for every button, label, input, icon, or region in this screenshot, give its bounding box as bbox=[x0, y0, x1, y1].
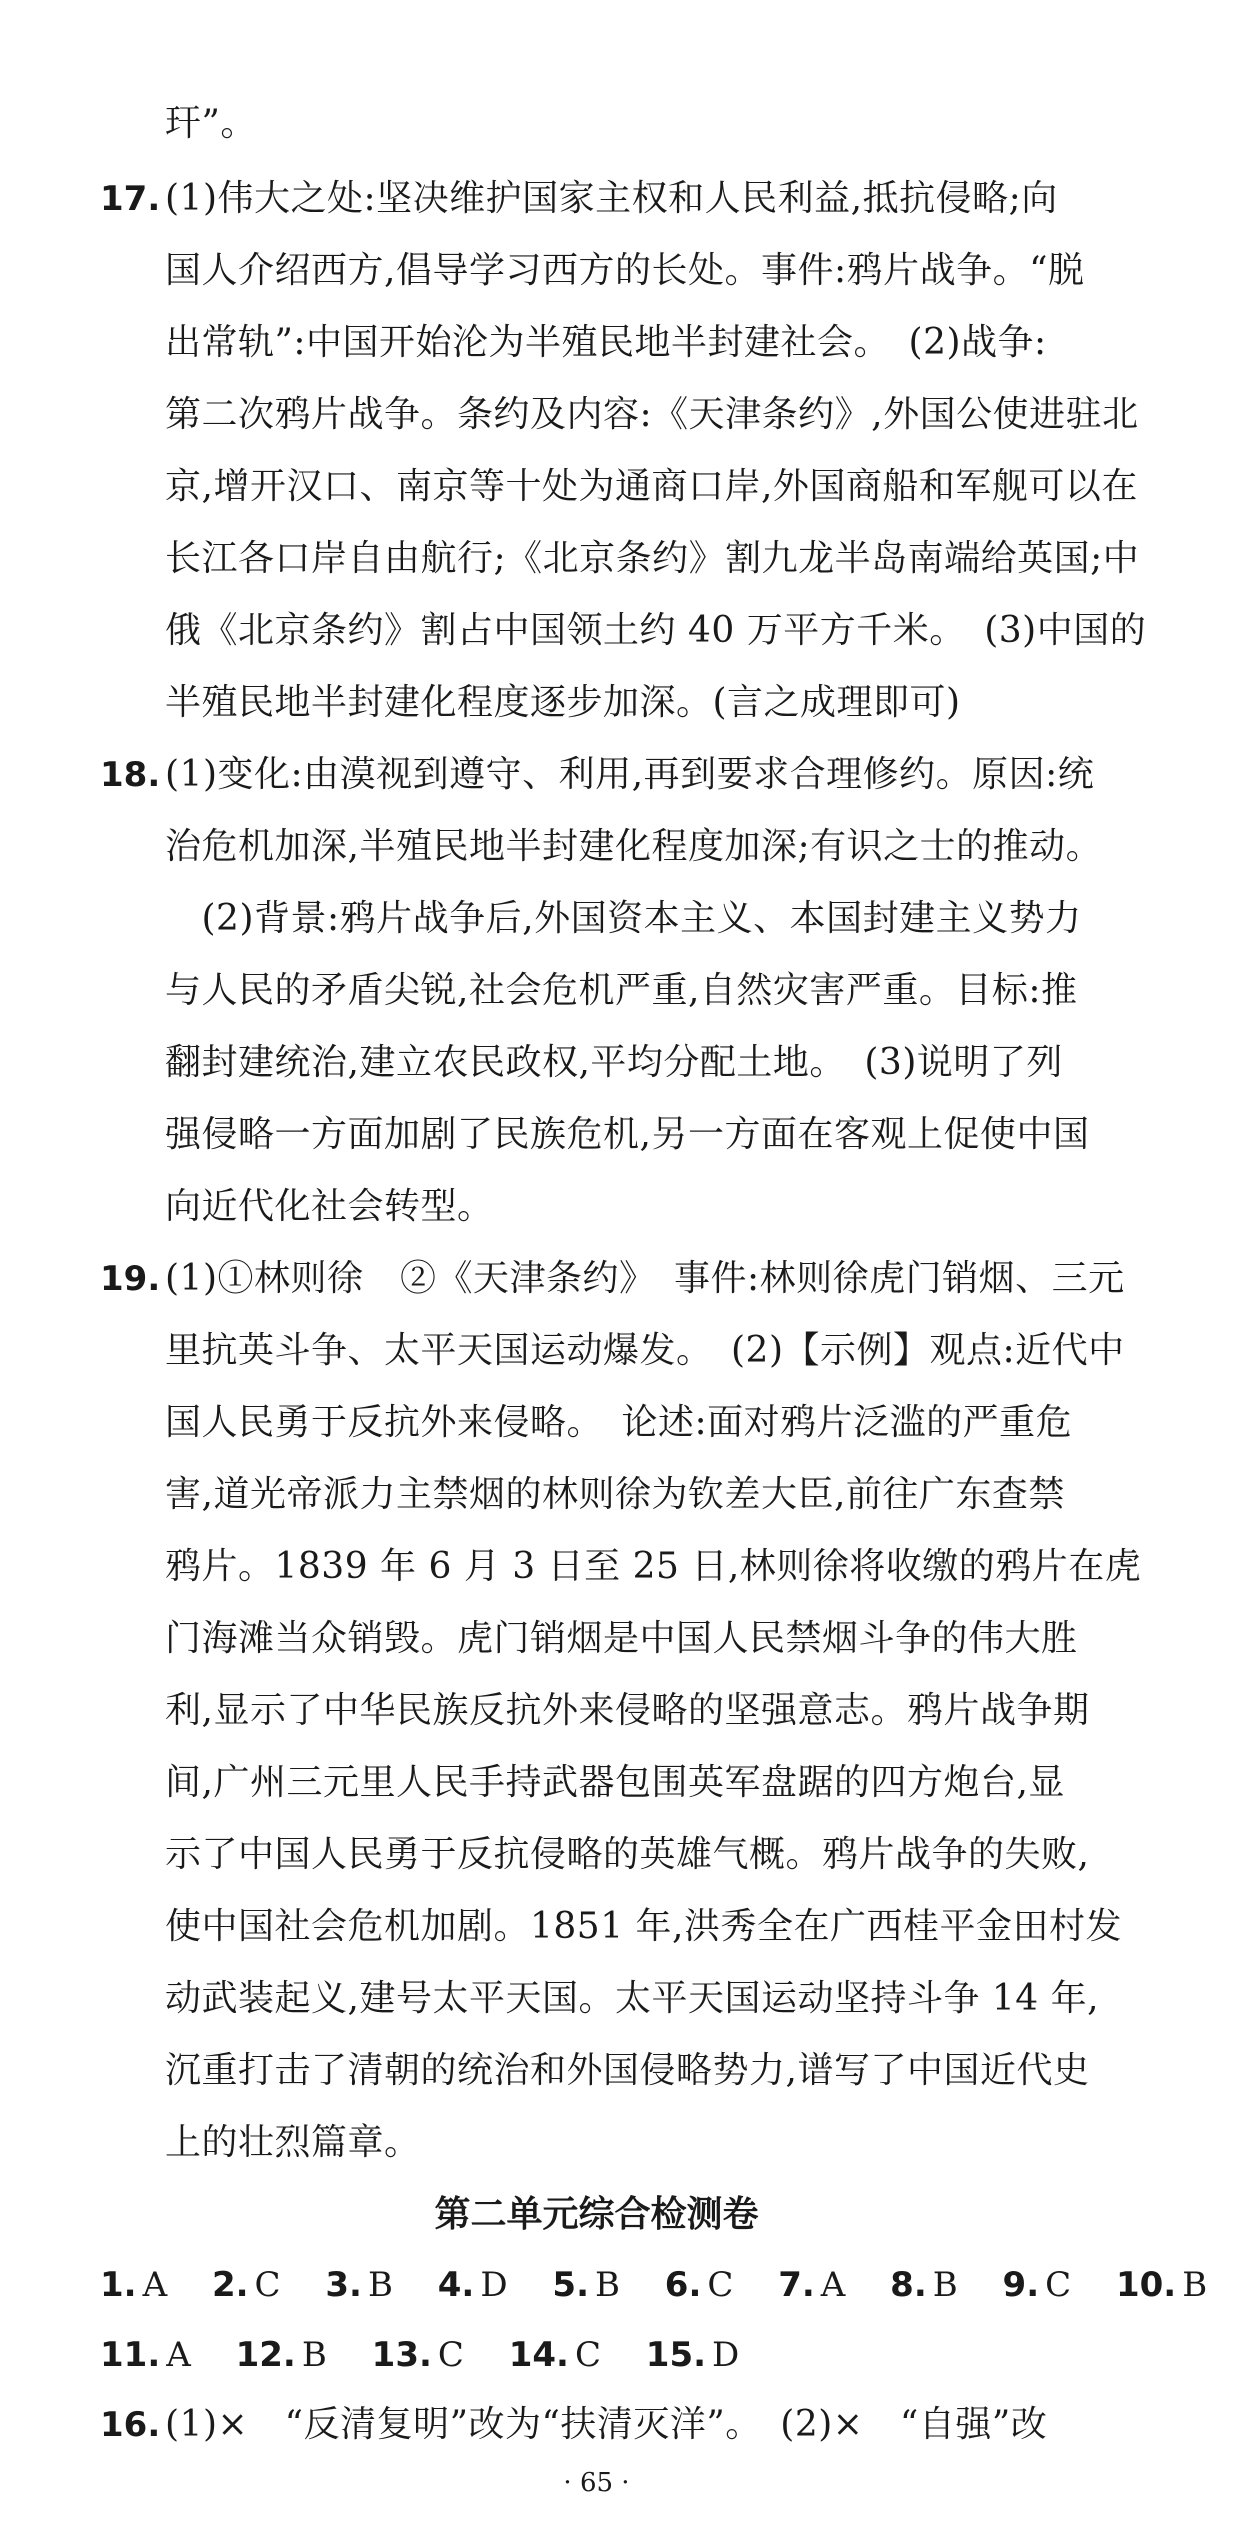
answer-row-2 bbox=[100, 2331, 773, 2379]
q18-line: (2)背景:鸦片战争后,外国资本主义、本国封建主义势力 bbox=[165, 898, 1082, 939]
answer-row-1 bbox=[100, 2261, 1241, 2309]
question-19-number: 19. bbox=[100, 1259, 161, 1299]
answer-number: 3. bbox=[325, 2265, 362, 2305]
answer-letter: A bbox=[820, 2265, 846, 2305]
answer-number: 2. bbox=[211, 2265, 249, 2305]
q19-line: 国人民勇于反抗外来侵略。 论述:面对鸦片泛滥的严重危 bbox=[165, 1402, 1073, 1443]
q19-line: 动武装起义,建号太平天国。太平天国运动坚持斗争 14 年, bbox=[165, 1978, 1100, 2019]
q17-line: 长江各口岸自由航行;《北京条约》割九龙半岛南端给英国;中 bbox=[165, 538, 1140, 579]
answer-letter: C bbox=[254, 2265, 281, 2305]
q19-line: 里抗英斗争、太平天国运动爆发。 (2)【示例】观点:近代中 bbox=[165, 1330, 1125, 1371]
answer-letter: B bbox=[1182, 2265, 1208, 2305]
q19-line: 利,显示了中华民族反抗外来侵略的坚强意志。鸦片战争期 bbox=[165, 1690, 1090, 1731]
answer-letter: C bbox=[437, 2335, 464, 2375]
q18-line: 翻封建统治,建立农民政权,平均分配土地。 (3)说明了列 bbox=[165, 1042, 1063, 1083]
answer-letter: B bbox=[932, 2265, 958, 2305]
answer-number: 13. bbox=[371, 2335, 432, 2375]
answer-number: 14. bbox=[508, 2335, 569, 2375]
page-number: · 65 · bbox=[563, 2468, 630, 2498]
q19-line: 间,广州三元里人民手持武器包围英军盘踞的四方炮台,显 bbox=[165, 1762, 1065, 1803]
q17-line: (1)伟大之处:坚决维护国家主权和人民利益,抵抗侵略;向 bbox=[165, 178, 1058, 219]
answer-number: 15. bbox=[645, 2335, 707, 2375]
answer-number: 6. bbox=[664, 2265, 702, 2305]
q19-line: 鸦片。1839 年 6 月 3 日至 25 日,林则徐将收缴的鸦片在虎 bbox=[165, 1546, 1142, 1587]
answer-letter: A bbox=[142, 2265, 168, 2305]
answer-number: 12. bbox=[235, 2335, 296, 2375]
question-16-number: 16. bbox=[100, 2405, 161, 2445]
q19-line: 示了中国人民勇于反抗侵略的英雄气概。鸦片战争的失败, bbox=[165, 1834, 1090, 1875]
q18-line: 强侵略一方面加剧了民族危机,另一方面在客观上促使中国 bbox=[165, 1114, 1090, 1155]
answer-number: 9. bbox=[1002, 2265, 1040, 2305]
answer-letter: D bbox=[712, 2335, 740, 2375]
q18-line: 向近代化社会转型。 bbox=[165, 1186, 494, 1227]
answer-letter: B bbox=[594, 2265, 620, 2305]
answer-number: 7. bbox=[778, 2265, 815, 2305]
q17-line: 半殖民地半封建化程度逐步加深。(言之成理即可) bbox=[165, 682, 961, 723]
answer-letter: C bbox=[707, 2265, 734, 2305]
q17-line: 出常轨”:中国开始沦为半殖民地半封建社会。 (2)战争: bbox=[165, 322, 1047, 363]
answer-letter: B bbox=[367, 2265, 393, 2305]
answer-letter: A bbox=[166, 2335, 191, 2375]
answer-number: 11. bbox=[100, 2335, 161, 2375]
question-18-number: 18. bbox=[100, 755, 161, 795]
answer-number: 10. bbox=[1115, 2265, 1177, 2305]
q17-line: 俄《北京条约》割占中国领土约 40 万平方千米。 (3)中国的 bbox=[165, 610, 1147, 651]
q19-line: (1)①林则徐 ②《天津条约》 事件:林则徐虎门销烟、三元 bbox=[165, 1258, 1125, 1299]
answer-number: 1. bbox=[100, 2265, 137, 2305]
q17-line: 第二次鸦片战争。条约及内容:《天津条约》,外国公使进驻北 bbox=[165, 394, 1139, 435]
continuation-line: 玕”。 bbox=[165, 103, 257, 144]
q18-line: 与人民的矛盾尖锐,社会危机严重,自然灾害严重。目标:推 bbox=[165, 970, 1078, 1011]
answer-letter: C bbox=[1045, 2265, 1072, 2305]
q17-line: 京,增开汉口、南京等十处为通商口岸,外国商船和军舰可以在 bbox=[165, 466, 1138, 507]
q17-line: 国人介绍西方,倡导学习西方的长处。事件:鸦片战争。“脱 bbox=[165, 250, 1085, 291]
question-17-number: 17. bbox=[100, 179, 161, 219]
q18-line: 治危机加深,半殖民地半封建化程度加深;有识之士的推动。 bbox=[165, 826, 1103, 867]
answer-number: 5. bbox=[552, 2265, 589, 2305]
answer-number: 4. bbox=[437, 2265, 475, 2305]
section-title: 第二单元综合检测卷 bbox=[434, 2194, 759, 2235]
q19-line: 使中国社会危机加剧。1851 年,洪秀全在广西桂平金田村发 bbox=[165, 1906, 1123, 1947]
q19-line: 害,道光帝派力主禁烟的林则徐为钦差大臣,前往广东查禁 bbox=[165, 1474, 1065, 1515]
answer-letter: D bbox=[480, 2265, 508, 2305]
q19-line: 上的壮烈篇章。 bbox=[165, 2122, 421, 2163]
q18-line: (1)变化:由漠视到遵守、利用,再到要求合理修约。原因:统 bbox=[165, 754, 1095, 795]
answer-letter: C bbox=[574, 2335, 601, 2375]
q19-line: 沉重打击了清朝的统治和外国侵略势力,谱写了中国近代史 bbox=[165, 2050, 1090, 2091]
answer-number: 8. bbox=[890, 2265, 927, 2305]
q19-line: 门海滩当众销毁。虎门销烟是中国人民禁烟斗争的伟大胜 bbox=[165, 1618, 1078, 1659]
q16-line: (1)× “反清复明”改为“扶清灭洋”。 (2)× “自强”改 bbox=[165, 2404, 1048, 2445]
answer-letter: B bbox=[301, 2335, 327, 2375]
